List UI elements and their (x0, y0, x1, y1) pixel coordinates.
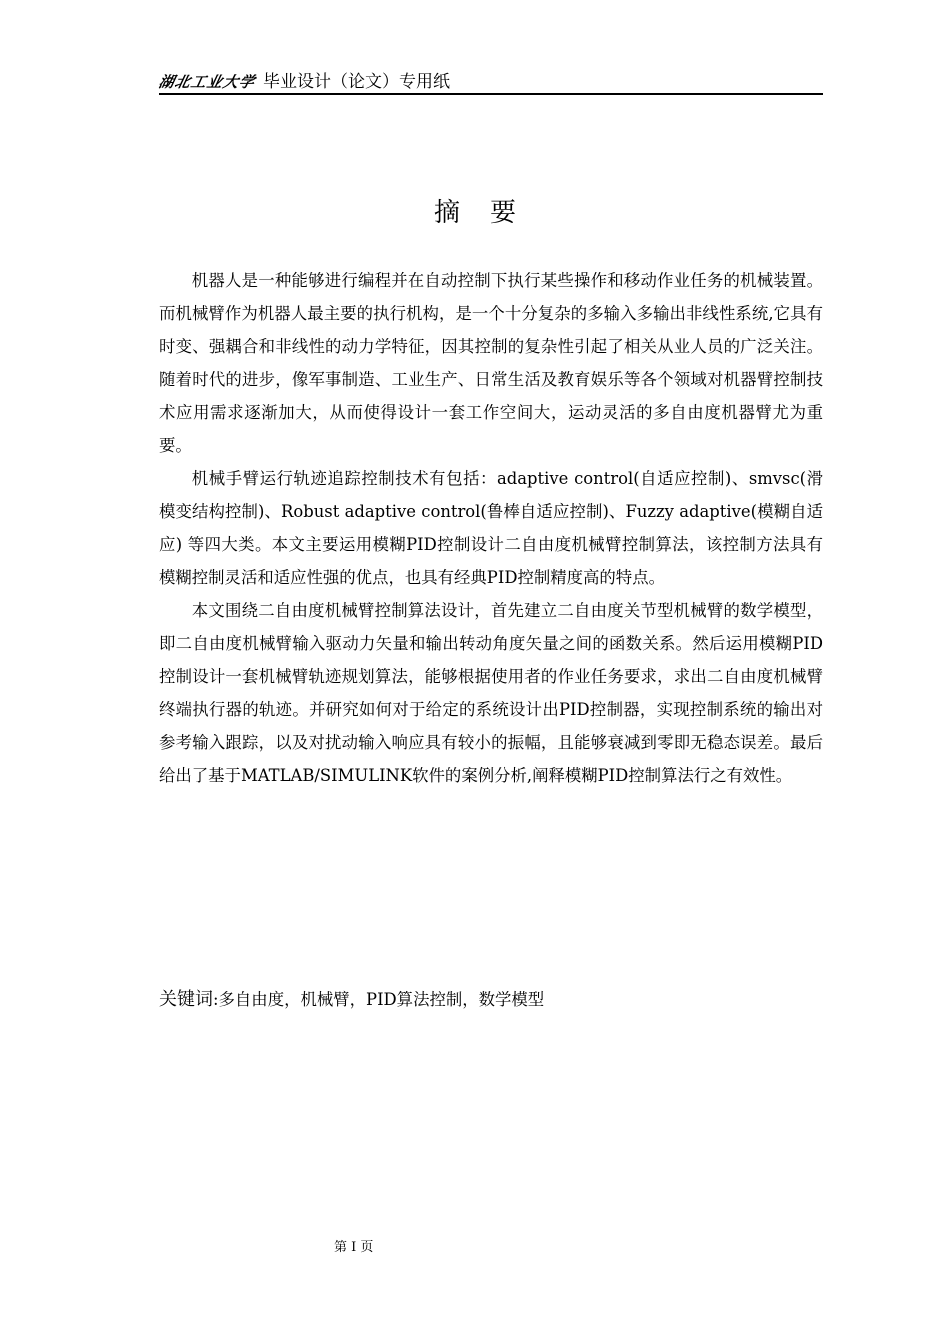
abstract-paragraph-1: 机器人是一种能够进行编程并在自动控制下执行某些操作和移动作业任务的机械装置。而机械臂作为机器人最主要的执行机构，是一个十分复杂的多输入多输出非线性系统,它具有时变、强耦合和非线性的动力学特征，因其控制的复杂性引起了相关从业人员的广泛关注。随着时代的进步，像军事制造、工业生产、日常生活及教育娱乐等各个领域对机器臂控制技术应用需求逐渐加大，从而使得设计一套工作空间大，运动灵活的多自由度机器臂尤为重要。 (159, 271, 823, 455)
page-title: 摘要 (433, 198, 546, 228)
university-logo-text: 湖北工业大学 (157, 73, 257, 91)
keywords-line (159, 983, 823, 1016)
keywords-label: 关键词 (159, 989, 213, 1010)
abstract-body (159, 264, 823, 792)
abstract-paragraph-3: 本文围绕二自由度机械臂控制算法设计，首先建立二自由度关节型机械臂的数学模型，即二自由度机械臂输入驱动力矢量和输出转动角度矢量之间的函数关系。然后运用模糊PID控制设计一套机械臂轨迹规划算法，能够根据使用者的作业任务要求，求出二自由度机械臂终端执行器的轨迹。并研究如何对于给定的系统设计出PID控制器，实现控制系统的输出对参考输入跟踪，以及对扰动输入响应具有较小的振幅，且能够衰减到零即无稳态误差。最后给出了基于MATLAB/SIMULINK软件的案例分析,阐释模糊PID控制算法行之有效性。 (159, 601, 823, 785)
page-header (159, 70, 823, 95)
abstract-paragraph-2: 机械手臂运行轨迹追踪控制技术有包括：adaptive control(自适应控制)、smvsc(滑模变结构控制)、Robust adaptive control(鲁棒自适应控制)、Fuzzy adaptive(模糊自适应) 等四大类。本文主要运用模糊PID控制设计二自由度机械臂控制算法，该控制方法具有模糊控制灵活和适应性强的优点，也具有经典PID控制精度高的特点。 (159, 469, 823, 587)
page-number: 第 I 页 (334, 1240, 374, 1255)
header-title: 毕业设计（论文）专用纸 (263, 72, 451, 92)
keywords-text: :多自由度，机械臂，PID算法控制，数学模型 (213, 990, 545, 1009)
